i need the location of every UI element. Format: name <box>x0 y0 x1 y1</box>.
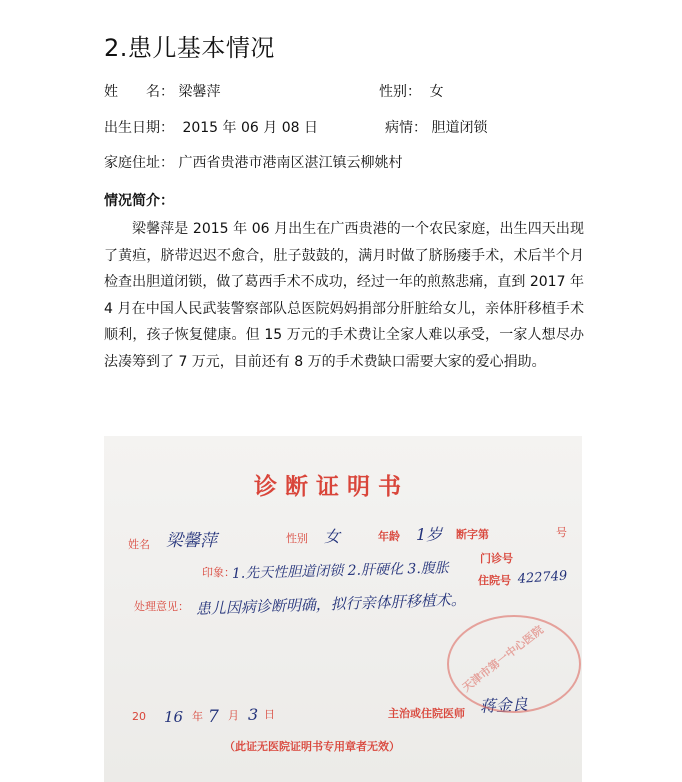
certificate-svg <box>104 436 582 782</box>
cert-month-unit: 月 <box>228 709 239 722</box>
hand-year: 16 <box>164 708 184 726</box>
hand-admission: 422749 <box>517 568 568 587</box>
gender-label: 性别： <box>379 84 421 100</box>
cert-advice-label: 处理意见： <box>134 600 189 613</box>
gender-value: 女 <box>429 84 444 100</box>
cert-impression-label: 印象： <box>202 566 235 579</box>
dob-row <box>104 117 318 137</box>
hand-age: 1岁 <box>416 525 443 544</box>
dob-value: 2015 年 06 月 08 日 <box>182 120 318 136</box>
cert-day-unit: 日 <box>264 708 275 721</box>
gender-row <box>379 81 443 101</box>
summary-paragraph: 梁馨萍是 2015 年 06 月出生在广西贵港的一个农民家庭，出生四天出现了黄疸，脐带迟迟不愈合，肚子鼓鼓的，满月时做了脐肠瘘手术，术后半个月检查出胆道闭锁，做了葛西手术不成功，经过一年的煎熬悲痛，直到 2017 年 4 月在中国人民武装警察部队总医院妈妈捐部分肝脏给女儿，亲体肝移植手术顺利，孩子恢复健康。但 15 万元的手术费让全家人难以承受，一家人想尽办法凑筹到了 7 万元，目前还有 8 万的手术费缺口需要大家的爱心捐助。 <box>104 221 584 370</box>
hand-gender: 女 <box>324 527 341 546</box>
diagnosis-certificate-photo <box>104 436 582 782</box>
cert-age-label: 年龄 <box>378 530 400 543</box>
cert-footer-note: （此证无医院证明书专用章者无效） <box>224 740 400 753</box>
cert-ref-suffix: 号 <box>556 526 567 539</box>
cert-year-unit: 年 <box>192 710 203 723</box>
hand-impression: 1.先天性胆道闭锁 2.肝硬化 3.腹胀 <box>231 560 450 582</box>
illness-label: 病情： <box>385 120 427 136</box>
illness-row <box>385 117 487 137</box>
illness-value: 胆道闭锁 <box>431 120 488 136</box>
name-value: 梁馨萍 <box>178 84 221 100</box>
cert-outpatient-label: 门诊号 <box>480 552 513 565</box>
address-label: 家庭住址： <box>104 155 174 171</box>
name-label: 姓 名： <box>104 84 174 100</box>
hand-month: 7 <box>208 707 219 727</box>
section-title: 2.患儿基本情况 <box>104 34 275 62</box>
address-value: 广西省贵港市港南区湛江镇云柳姚村 <box>178 155 403 171</box>
address-row <box>104 152 402 172</box>
cert-name-label: 姓名 <box>128 538 150 551</box>
hand-doctor-signature: 蒋金良 <box>479 694 529 716</box>
cert-title: 诊 断 证 明 书 <box>254 474 402 500</box>
hand-name: 梁馨萍 <box>166 531 217 551</box>
cert-admission-label: 住院号 <box>478 574 511 587</box>
hand-day: 3 <box>248 705 259 724</box>
cert-ref-label: 断字第 <box>456 528 489 541</box>
cert-doctor-label: 主治或住院医师 <box>388 707 465 720</box>
stamp-text: 天津市第一中心医院 <box>459 623 546 695</box>
cert-year-prefix: 20 <box>132 710 146 723</box>
cert-gender-label: 性别 <box>286 532 308 545</box>
name-row <box>104 81 220 101</box>
hand-advice: 患儿因病诊断明确，拟行亲体肝移植术。 <box>195 590 466 618</box>
summary-heading: 情况简介： <box>104 193 174 209</box>
dob-label: 出生日期： <box>104 120 174 136</box>
